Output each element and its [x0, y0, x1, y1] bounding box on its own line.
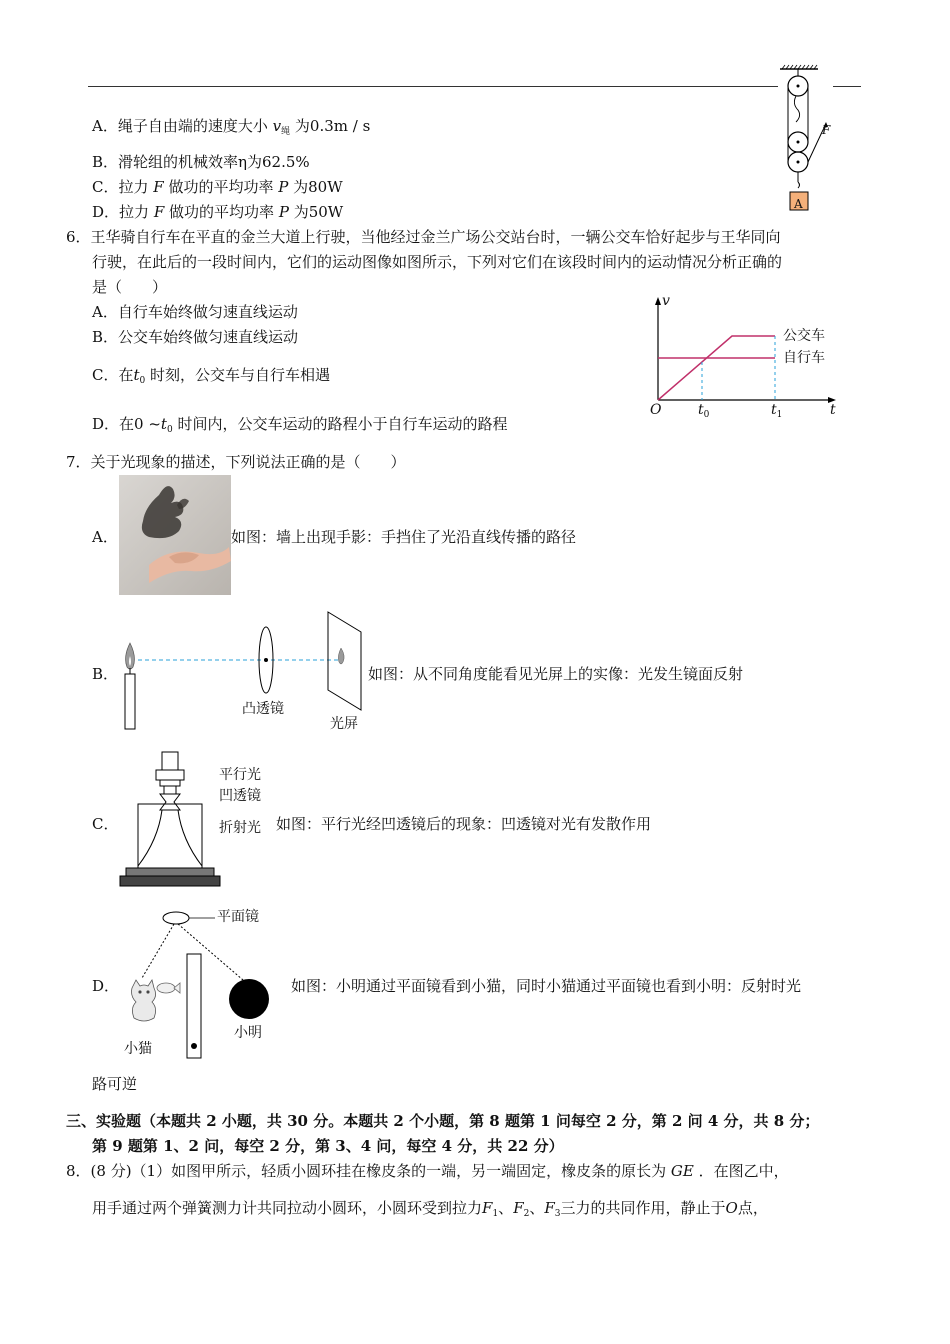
q7-option-d-text: 如图：小明通过平面镜看到小猫，同时小猫通过平面镜也看到小明：反射时光: [291, 977, 802, 995]
q5-option-c-P: P: [278, 178, 289, 196]
cat-label: 小猫: [124, 1041, 152, 1057]
graph-ylabel: v: [662, 293, 670, 309]
q8-line2-s3: 3: [554, 1209, 561, 1219]
q6-option-c-pre: C．在: [92, 366, 134, 384]
q5-option-c-post: 为80W: [293, 178, 343, 196]
q5-option-a[interactable]: [92, 116, 370, 142]
q8-line2-s2: 2: [523, 1209, 530, 1219]
graph-t0-sub: 0: [703, 410, 710, 420]
q5-option-d-mid: 做功的平均功率: [169, 203, 275, 221]
q8-line2-F1: F: [482, 1199, 493, 1217]
concave-lens-figure: [118, 748, 222, 891]
plane-mirror: [163, 912, 189, 924]
q8-line2-mid: 三力的共同作用，静止于: [560, 1199, 726, 1217]
q5-option-a-post: 为0.3m / s: [294, 117, 371, 135]
graph-bus-label: 公交车: [783, 328, 825, 344]
q6-option-d-post: 时间内，公交车运动的路程小于自行车运动的路程: [177, 415, 508, 433]
concave-lens-label: 凹透镜: [219, 788, 261, 804]
graph-bike-label: 自行车: [783, 350, 825, 366]
pulley-block-label: A: [794, 197, 803, 211]
q5-option-d-post: 为50W: [293, 203, 344, 221]
hand-shadow-art: [119, 475, 231, 595]
q8-line2-s1: 1: [492, 1209, 499, 1219]
q6-option-b[interactable]: B．公交车始终做匀速直线运动: [92, 328, 299, 346]
q5-option-d[interactable]: [92, 202, 343, 222]
q8-line1: [66, 1161, 789, 1181]
fish-icon: [157, 983, 180, 993]
q8-line2-post: 点，: [737, 1199, 768, 1217]
graph-xlabel: t: [830, 402, 836, 418]
graph-bus-line: [658, 336, 775, 400]
header-rule-left: [88, 86, 778, 87]
screen-label: 光屏: [330, 716, 358, 732]
q5-option-c-F: F: [153, 178, 164, 196]
q6-option-c[interactable]: [92, 365, 330, 391]
q7-option-c-text: 如图：平行光经凹透镜后的现象：凹透镜对光有发散作用: [276, 815, 652, 833]
q7-option-a-letter[interactable]: A．: [92, 528, 118, 546]
mirror-label: 平面镜: [217, 909, 259, 925]
q8-line2: [92, 1198, 768, 1224]
graph-t0-var: t: [698, 402, 704, 418]
q7-option-d-letter[interactable]: D．: [92, 977, 120, 995]
q7-option-c-letter[interactable]: C．: [92, 815, 119, 833]
q6-option-d-t: t: [160, 415, 167, 433]
q5-option-a-pre: A．绳子自由端的速度大小: [92, 117, 268, 135]
graph-origin: O: [650, 402, 662, 418]
hand-shadow-photo: [119, 475, 231, 595]
q7-option-a-text: 如图：墙上出现手影：手挡住了光沿直线传播的路径: [231, 528, 577, 546]
q7-option-d-text2: 路可逆: [92, 1075, 138, 1093]
q8-line1-pre: 8．(8 分)（1）如图甲所示，轻质小圆环挂在橡皮条的一端，另一端固定，橡皮条的原长为: [66, 1162, 667, 1180]
lens-label: 凸透镜: [242, 701, 284, 717]
q8-line2-F2: F: [513, 1199, 524, 1217]
q5-option-a-sub: 绳: [281, 127, 291, 137]
q5-option-d-P: P: [278, 203, 289, 221]
q8-line2-pre: 用手通过两个弹簧测力计共同拉动小圆环，小圆环受到拉力: [92, 1199, 483, 1217]
lens-screen-figure: [116, 608, 366, 733]
image-flame-icon: [338, 648, 344, 664]
q5-option-b[interactable]: B．滑轮组的机械效率η为62.5%: [92, 153, 310, 171]
section3-heading-line2: 第 9 题第 1、2 问，每空 2 分，第 3、4 问，每空 4 分，共 22 分）: [92, 1137, 564, 1155]
parallel-light-label: 平行光: [219, 767, 261, 783]
q8-line1-GE: GE: [670, 1162, 694, 1180]
q6-option-c-post: 时刻，公交车与自行车相遇: [150, 366, 331, 384]
ray-to-cat: [142, 924, 174, 978]
xiaoming-label: 小明: [234, 1025, 262, 1041]
refracted-light-label: 折射光: [219, 820, 261, 836]
light-screen: [328, 612, 361, 710]
ray-to-ming: [178, 924, 250, 986]
q6-option-c-t: t: [133, 366, 140, 384]
q6-option-a[interactable]: A．自行车始终做匀速直线运动: [92, 303, 298, 321]
q5-option-d-F: F: [153, 203, 165, 221]
section3-heading-line1: 三、实验题（本题共 2 小题，共 30 分。本题共 2 个小题，第 8 题第 1 问每空 2 分，第 2 问 4 分，共 8 分；: [66, 1112, 820, 1130]
q8-line2-sep2: 、: [529, 1199, 545, 1217]
q6-stem-line2: 行驶，在此后的一段时间内，它们的运动图像如图所示，下列对它们在该段时间内的运动情况分析正确的: [92, 253, 783, 271]
candle: [125, 674, 135, 729]
q8-line2-F3: F: [544, 1199, 555, 1217]
q6-option-d[interactable]: [92, 414, 507, 440]
q6-stem-line3: 是（ ）: [92, 278, 168, 296]
q7-option-b-text: 如图：从不同角度能看见光屏上的实像：光发生镜面反射: [368, 665, 744, 683]
q7-option-b-letter[interactable]: B．: [92, 665, 119, 683]
q5-option-a-var: v: [272, 117, 282, 135]
q8-line2-O: O: [725, 1199, 738, 1217]
xiaoming-icon: [229, 979, 269, 1019]
q6-stem-line1: 6．王华骑自行车在平直的金兰大道上行驶，当他经过金兰广场公交站台时，一辆公交车恰好起步与王华同向: [66, 228, 781, 246]
concave-lens: [160, 794, 180, 810]
q5-option-c[interactable]: [92, 177, 343, 197]
graph-t1-sub: 1: [776, 410, 783, 420]
graph-t0-label: [698, 400, 709, 425]
q7-stem: 7．关于光现象的描述，下列说法正确的是（ ）: [66, 453, 406, 471]
q5-option-c-pre: C．拉力: [92, 178, 149, 196]
q6-option-d-pre: D．在0 ~: [92, 415, 161, 433]
wall: [187, 954, 201, 1058]
graph-t1-var: t: [771, 402, 777, 418]
q6-option-d-sub: 0: [166, 425, 173, 435]
graph-t1-label: [771, 400, 782, 425]
q5-option-d-pre: D．拉力: [92, 203, 150, 221]
pulley-figure: [770, 64, 840, 216]
pulley-force-label: F: [822, 123, 831, 137]
q6-option-c-sub: 0: [139, 376, 146, 386]
cat-icon: [132, 980, 156, 1021]
q8-line2-sep1: 、: [498, 1199, 514, 1217]
q8-line1-post: ．在图乙中，: [698, 1162, 789, 1180]
q5-option-c-mid: 做功的平均功率: [168, 178, 274, 196]
